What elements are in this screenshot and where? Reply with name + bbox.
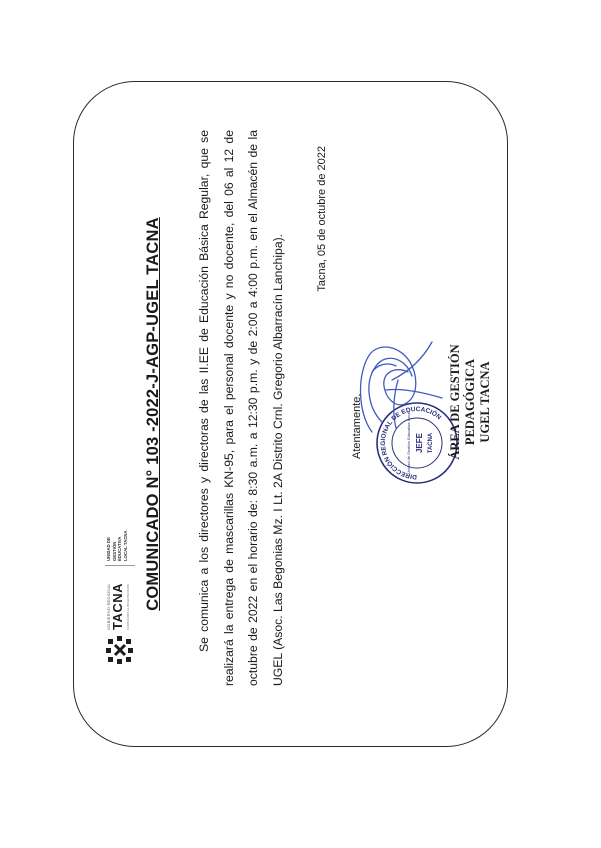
logo-unit-line: LOCAL TACNA [122, 530, 128, 561]
logo-unit-line: UNIDAD DE [106, 537, 111, 561]
logo-tagline: CAMINANDO AL BICENTENARIO [126, 584, 130, 630]
stamp-role: JEFE [415, 432, 424, 454]
department-signature-block [448, 312, 493, 492]
closing-text: Atentamente, [351, 393, 363, 459]
document-body: Se comunica a los directores y directoras de las II.EE de Educación Básica Regular, que se realizará la entrega de mascarillas KN-95, para el personal docente y no docente, del 06 al 12 de octubre de 2022 en el horario de: 8:30 a.m. a 12:30 p.m. y de 2:00 a 4:00 p.m. en el Almacén de la UGEL (Asoc. Las Begonias Mz. I Lt. 2A Distrito Crnl. Gregorio Albarracín Lanchipa). [197, 130, 285, 686]
stamp-inner-text: Unidad de Gestión Educativa Local [406, 411, 411, 475]
logo-unit-line: EDUCATIVA [117, 536, 122, 561]
document-title: COMUNICADO N° 103 -2022-J-AGP-UGEL TACNA [144, 217, 162, 611]
rotated-page [80, 86, 500, 742]
logo-divider [105, 565, 135, 566]
signature-icon [352, 332, 447, 442]
department-unit: UGEL TACNA [478, 361, 492, 443]
logo-unit-line: GESTIÓN [111, 541, 117, 561]
stamp-ring-text: DIRECCIÓN REGIONAL DE EDUCACIÓN [379, 405, 443, 481]
document-content [80, 86, 500, 742]
department-name: ÁREA DE GESTIÓN PEDAGÓGICA [448, 344, 477, 460]
document-date: Tacna, 05 de octubre de 2022 [316, 146, 328, 292]
logo-name: TACNA [110, 582, 125, 630]
logo-unit-label [106, 530, 128, 561]
stamp-city: TACNA [428, 432, 434, 454]
logo-region-label: GOBIERNO REGIONAL [106, 583, 111, 630]
tacna-logo [100, 514, 140, 664]
tacna-logo-mark-icon [106, 634, 134, 664]
